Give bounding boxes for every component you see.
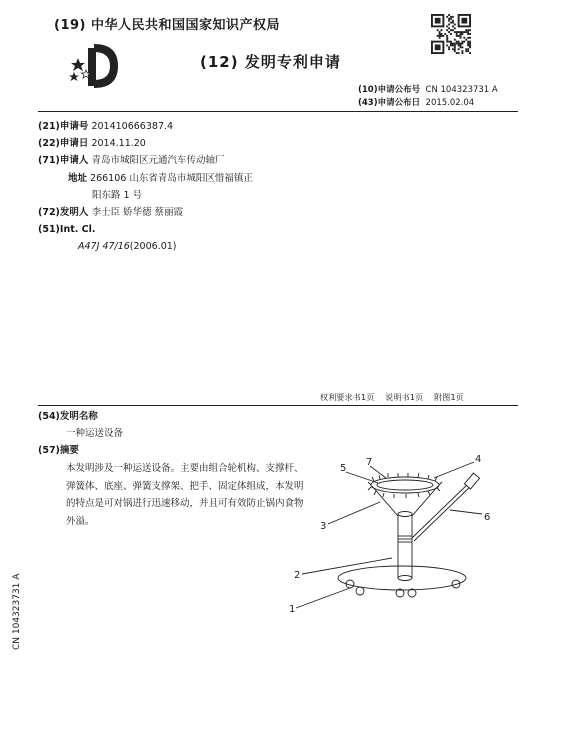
doc-type: 发明专利申请 — [244, 53, 341, 71]
abstract-heading: (57)摘要 — [38, 445, 79, 456]
publication-number-row: (10)申请公布号 CN 104323731 A — [358, 85, 498, 95]
address-line-1: 266106 山东省青岛市城阳区惜福镇正 — [90, 172, 253, 184]
header-divider — [38, 111, 518, 112]
publication-block — [358, 84, 498, 110]
applicant: 青岛市城阳区元通汽车传动轴厂 — [91, 155, 225, 167]
label-3: 3 — [320, 521, 327, 532]
claims-pages: 权利要求书1页 — [320, 393, 375, 402]
top-ring — [371, 477, 439, 493]
label-1: 1 — [289, 604, 296, 615]
publication-date-row: (43)申请公布日 2015.02.04 — [358, 98, 475, 108]
page-counts — [320, 392, 472, 403]
ipc-classification: A47J 47/16(2006.01) — [78, 241, 177, 253]
sipo-logo — [66, 40, 136, 92]
applicant-row: (71)申请人 青岛市城阳区元通汽车传动轴厂 — [38, 155, 225, 167]
drawings-pages: 附图1页 — [434, 393, 464, 402]
address-line-2: 阳东路 1 号 — [92, 189, 143, 201]
document-type — [200, 51, 341, 72]
description-pages: 说明书1页 — [385, 393, 424, 402]
label-5: 5 — [340, 463, 347, 474]
label-4: 4 — [475, 454, 482, 465]
filing-date: 2014.11.20 — [91, 138, 146, 150]
application-number-row: (21)申请号 201410666387.4 — [38, 121, 174, 132]
label-7: 7 — [366, 457, 373, 468]
label-6: 6 — [484, 512, 491, 523]
title-section: (54)发明名称 一种运送设备 — [38, 408, 123, 442]
publication-date: 2015.02.04 — [425, 98, 475, 108]
bibliographic-data — [38, 118, 253, 256]
publication-number: CN 104323731 A — [425, 85, 498, 95]
doc-type-code: (12) — [200, 53, 239, 71]
abstract-drawing — [288, 450, 491, 620]
office-code: (19) — [54, 18, 86, 33]
office-name: 中华人民共和国国家知识产权局 — [91, 18, 281, 33]
side-publication-number: CN 104323731 A — [12, 573, 22, 650]
address-row: 地址 266106 山东省青岛市城阳区惜福镇正 — [68, 172, 253, 184]
invention-title: 一种运送设备 — [66, 428, 124, 439]
int-cl-row: (51)Int. Cl. — [38, 224, 96, 236]
abstract-text: 本发明涉及一种运送设备。主要由组合轮机构、支撑杆、弹簧体、底座、弹簧支撑架、把手、固定体组成，本发明的特点是可对锅进行迅速移动，并且可有效防止锅内食物外溢。 — [66, 463, 304, 527]
inventor-row: (72)发明人 李士臣 娇华德 蔡丽霞 — [38, 207, 183, 219]
office-header — [54, 14, 280, 33]
filing-date-row: (22)申请日 2014.11.20 — [38, 138, 146, 150]
label-2: 2 — [294, 570, 301, 581]
qr-code — [431, 14, 471, 54]
application-number: 201410666387.4 — [91, 121, 174, 132]
base-plate — [338, 566, 466, 590]
wheel — [356, 587, 364, 595]
abstract-divider — [38, 405, 518, 406]
inventors: 李士臣 娇华德 蔡丽霞 — [91, 207, 183, 219]
